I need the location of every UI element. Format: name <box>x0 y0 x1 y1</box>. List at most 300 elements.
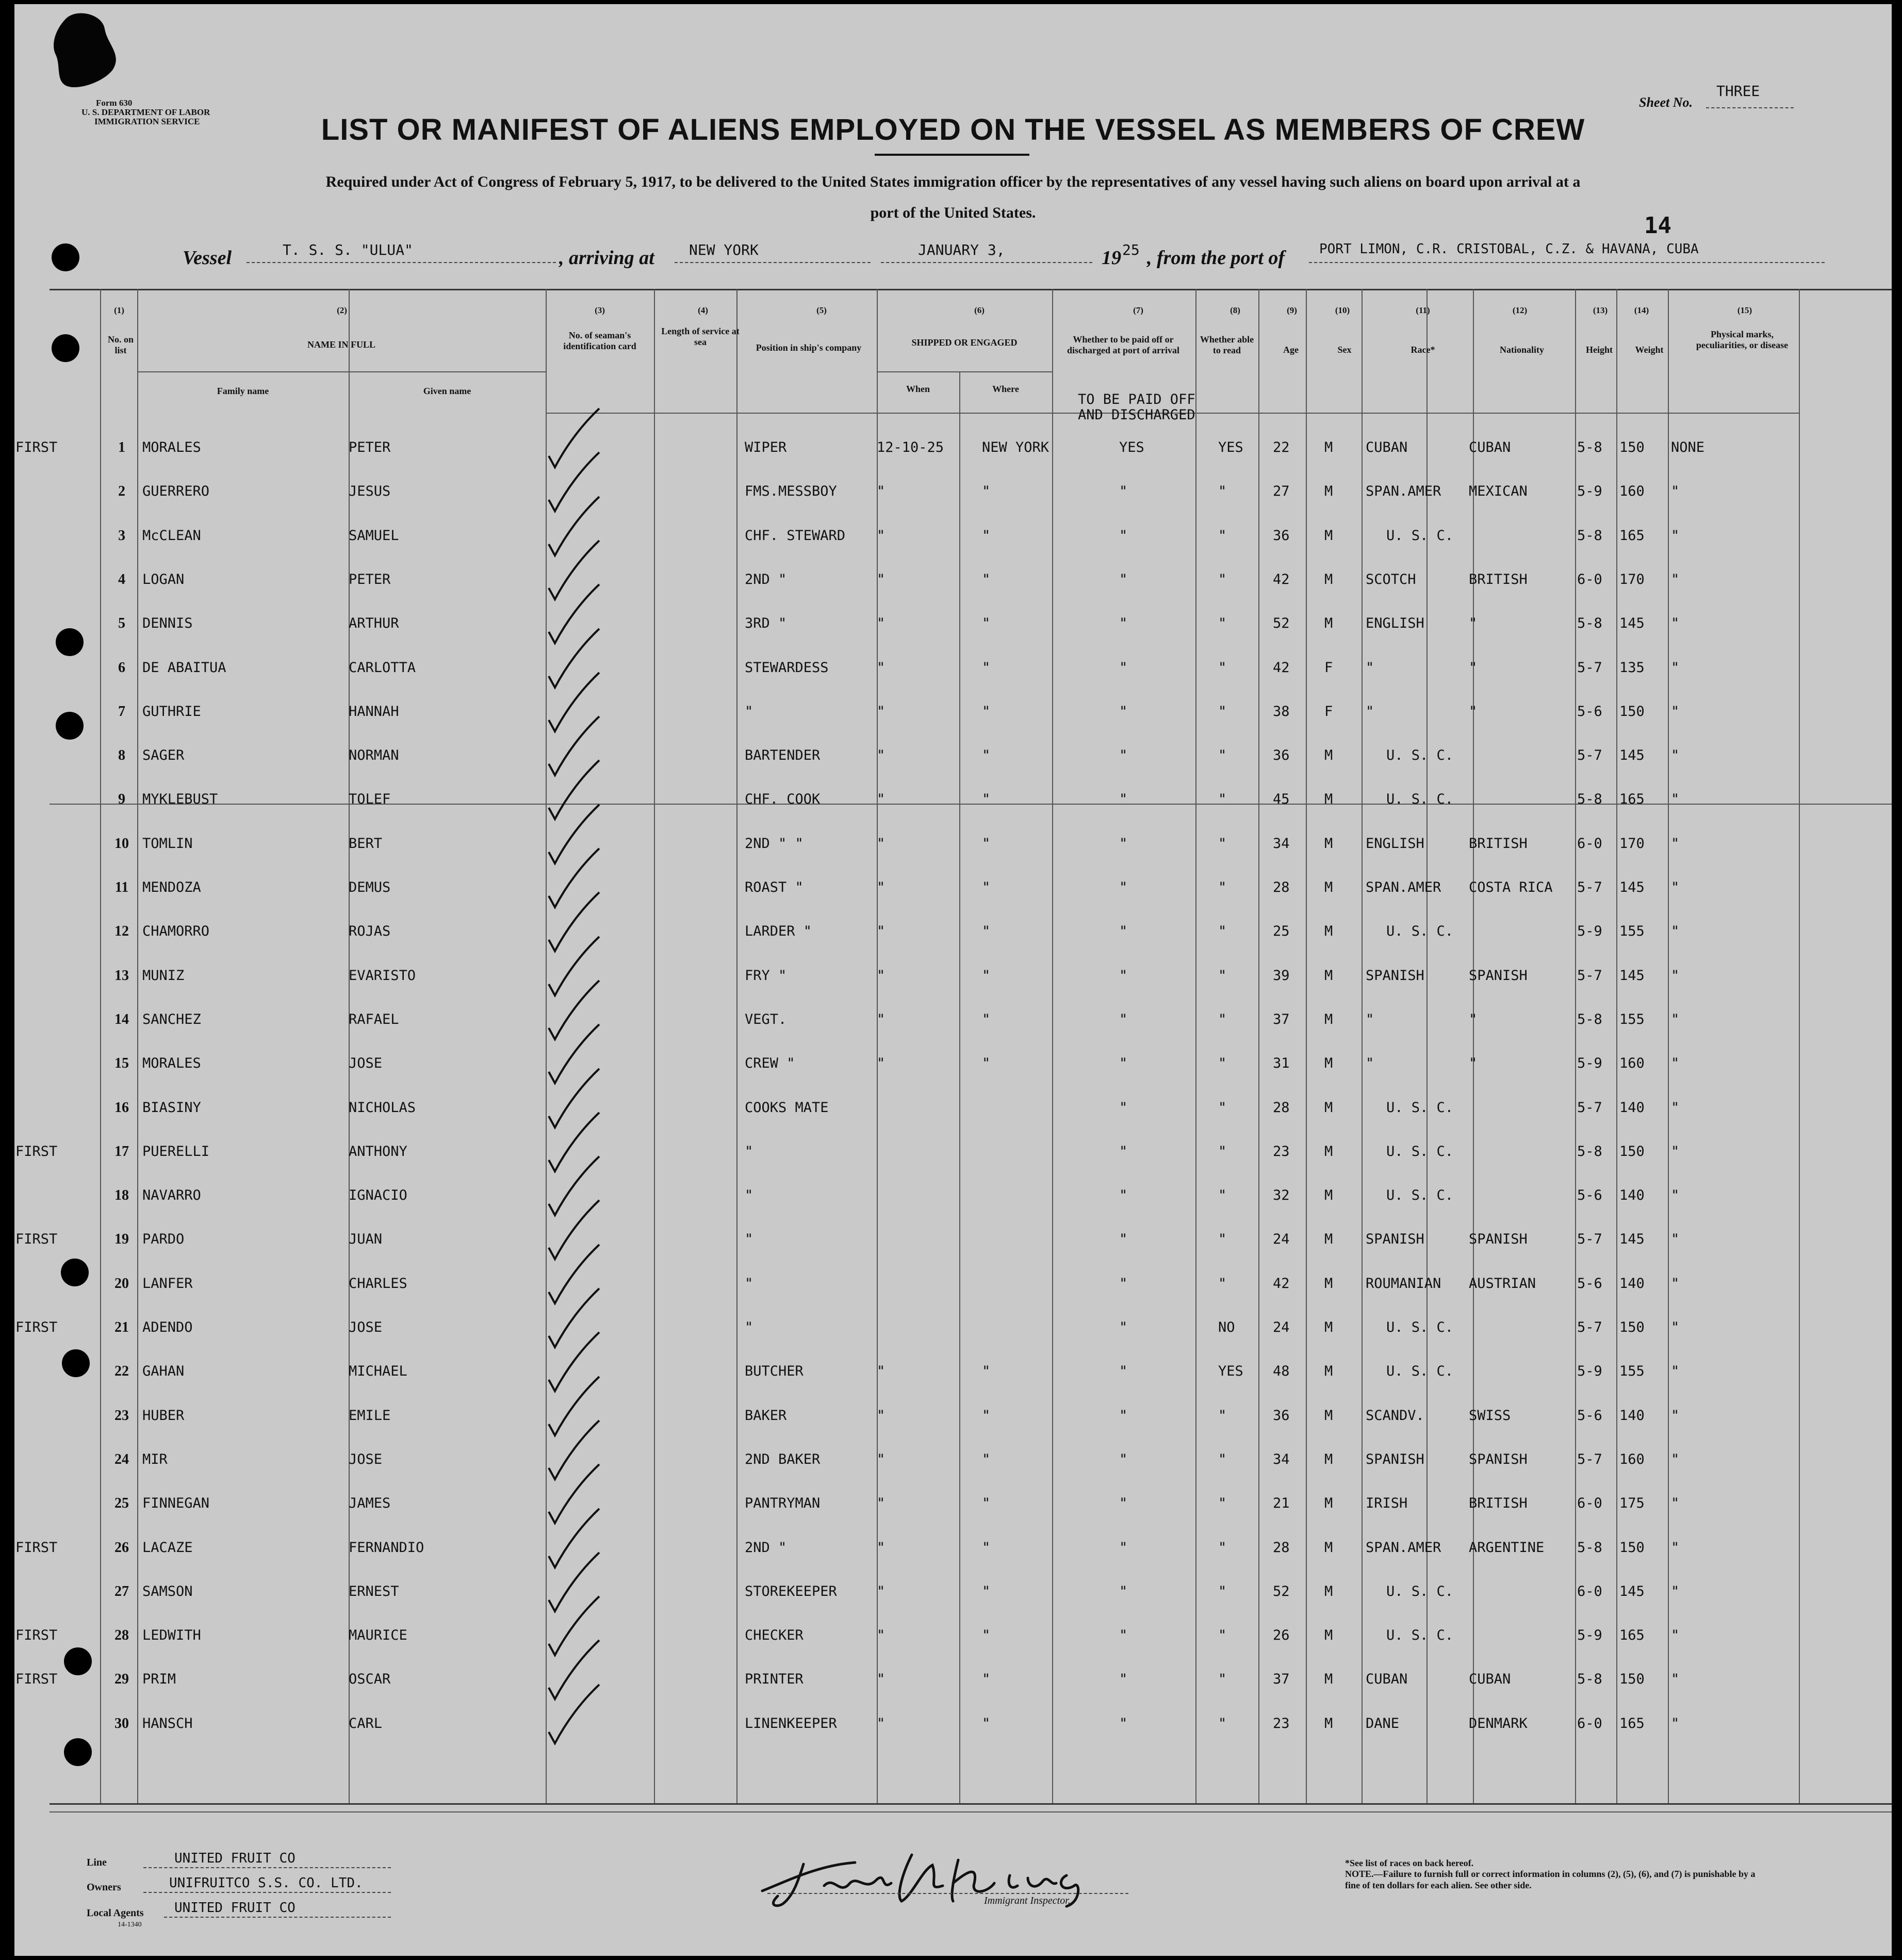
family-name: MORALES <box>142 439 201 455</box>
physical-marks: NONE <box>1671 439 1705 455</box>
able-to-read: " <box>1218 1715 1227 1732</box>
race: DANE <box>1366 1715 1400 1732</box>
family-name: SAMSON <box>142 1583 193 1599</box>
table-row <box>14 966 1892 1009</box>
family-name: LOGAN <box>142 571 185 587</box>
height: 6-0 <box>1577 571 1602 587</box>
col-num-4: (4) <box>698 305 708 315</box>
race: U. S. C. <box>1386 923 1454 940</box>
able-to-read: " <box>1218 1627 1227 1644</box>
given-name: OSCAR <box>349 1671 391 1688</box>
physical-marks: " <box>1671 1275 1680 1292</box>
race: U. S. C. <box>1386 1363 1454 1380</box>
nationality: BRITISH <box>1469 571 1528 587</box>
nationality: CUBAN <box>1469 1671 1511 1688</box>
shipped-when: " <box>877 1671 886 1688</box>
physical-marks: " <box>1671 527 1680 544</box>
age: 38 <box>1273 703 1290 720</box>
position: " <box>745 1319 753 1335</box>
position: BARTENDER <box>745 747 821 764</box>
header-physical-marks: Physical marks, peculiarities, or disease <box>1696 329 1789 350</box>
given-name: PETER <box>349 439 391 455</box>
position: " <box>745 1187 753 1204</box>
position: PANTRYMAN <box>745 1495 821 1512</box>
table-row <box>14 1669 1892 1713</box>
table-row <box>14 1406 1892 1449</box>
shipped-where: " <box>982 1011 991 1027</box>
table-row <box>14 921 1892 965</box>
table-row <box>14 481 1892 525</box>
sex: M <box>1324 1143 1333 1159</box>
sex: M <box>1324 1627 1333 1644</box>
given-name: ROJAS <box>349 923 391 940</box>
row-number: 12 <box>114 923 129 940</box>
shipped-when: " <box>877 615 886 632</box>
physical-marks: " <box>1671 879 1680 895</box>
position: COOKS MATE <box>745 1099 829 1116</box>
able-to-read: " <box>1218 1055 1227 1072</box>
age: 34 <box>1273 1451 1290 1467</box>
table-row <box>14 1185 1892 1229</box>
height: 5-9 <box>1577 1363 1602 1380</box>
sex: M <box>1324 879 1333 895</box>
row-number: 26 <box>114 1539 129 1556</box>
height: 5-7 <box>1577 747 1602 764</box>
paid-off: " <box>1119 1671 1128 1688</box>
family-name: GAHAN <box>142 1363 185 1380</box>
able-to-read: " <box>1218 571 1227 587</box>
weight: 145 <box>1619 1583 1645 1599</box>
position: WIPER <box>745 439 787 455</box>
nationality: BRITISH <box>1469 1495 1528 1512</box>
family-name: HUBER <box>142 1407 185 1424</box>
paid-off: " <box>1119 835 1128 852</box>
weight: 140 <box>1619 1275 1645 1292</box>
height: 5-8 <box>1577 615 1602 632</box>
shipped-where: " <box>982 1715 991 1732</box>
shipped-where: " <box>982 791 991 808</box>
height: 5-8 <box>1577 791 1602 808</box>
race: " <box>1366 1011 1374 1027</box>
table-row <box>14 701 1892 745</box>
row-number: 27 <box>114 1583 129 1599</box>
row-number: 21 <box>114 1319 129 1335</box>
family-name: HANSCH <box>142 1715 193 1732</box>
age: 42 <box>1273 659 1290 676</box>
physical-marks: " <box>1671 967 1680 984</box>
physical-marks: " <box>1671 1627 1680 1644</box>
nationality: COSTA RICA <box>1469 879 1553 895</box>
paid-off: " <box>1119 659 1128 676</box>
able-to-read: " <box>1218 1407 1227 1424</box>
shipped-where: " <box>982 835 991 852</box>
row-number: 29 <box>114 1671 129 1688</box>
age: 36 <box>1273 527 1290 544</box>
able-to-read: " <box>1218 703 1227 720</box>
nationality: MEXICAN <box>1469 483 1528 500</box>
able-to-read: " <box>1218 791 1227 808</box>
header-shipped-engaged: SHIPPED OR ENGAGED <box>911 337 1018 348</box>
shipped-when: " <box>877 703 886 720</box>
position: 2ND " " <box>745 835 804 852</box>
race: CUBAN <box>1366 1671 1408 1688</box>
row-number: 14 <box>114 1011 129 1027</box>
agents-label: Local Agents <box>87 1907 144 1919</box>
header-given-name: Given name <box>423 386 471 396</box>
physical-marks: " <box>1671 1715 1680 1732</box>
physical-marks: " <box>1671 1011 1680 1027</box>
given-name: JOSE <box>349 1319 383 1335</box>
weight: 150 <box>1619 1319 1645 1335</box>
line-value: UNITED FRUIT CO <box>174 1851 296 1866</box>
row-number: 16 <box>114 1099 129 1116</box>
given-name: JOSE <box>349 1055 383 1072</box>
able-to-read: " <box>1218 1275 1227 1292</box>
paid-off: " <box>1119 703 1128 720</box>
shipped-when: " <box>877 1715 886 1732</box>
height: 5-7 <box>1577 1099 1602 1116</box>
table-row <box>14 745 1892 789</box>
paid-off: " <box>1119 1495 1128 1512</box>
able-to-read: " <box>1218 1231 1227 1248</box>
able-to-read: " <box>1218 1099 1227 1116</box>
weight: 170 <box>1619 571 1645 587</box>
race: U. S. C. <box>1386 1099 1454 1116</box>
from-port-label: , from the port of <box>1147 247 1285 269</box>
height: 5-8 <box>1577 1143 1602 1159</box>
sex: M <box>1324 1231 1333 1248</box>
age: 22 <box>1273 439 1290 455</box>
shipped-where: NEW YORK <box>982 439 1050 455</box>
row-number: 11 <box>114 879 129 895</box>
position: " <box>745 1275 753 1292</box>
shipped-where: " <box>982 1363 991 1380</box>
able-to-read: " <box>1218 1011 1227 1027</box>
age: 37 <box>1273 1011 1290 1027</box>
race: SPANISH <box>1366 967 1424 984</box>
punch-hole <box>52 334 79 362</box>
ink-blot <box>45 8 138 96</box>
height: 5-6 <box>1577 1187 1602 1204</box>
table-row <box>14 1098 1892 1141</box>
department-name: U. S. DEPARTMENT OF LABOR <box>81 107 210 117</box>
shipped-when: " <box>877 571 886 587</box>
paid-off: " <box>1119 1407 1128 1424</box>
given-name: EMILE <box>349 1407 391 1424</box>
given-name: IGNACIO <box>349 1187 407 1204</box>
shipped-where: " <box>982 1627 991 1644</box>
shipped-when: " <box>877 1363 886 1380</box>
position: 2ND BAKER <box>745 1451 821 1467</box>
race: " <box>1366 703 1374 720</box>
sex: M <box>1324 835 1333 852</box>
family-name: MYKLEBUST <box>142 791 218 808</box>
paid-off: " <box>1119 1275 1128 1292</box>
nationality: AUSTRIAN <box>1469 1275 1536 1292</box>
shipped-when: " <box>877 1583 886 1599</box>
race: CUBAN <box>1366 439 1408 455</box>
shipped-where: " <box>982 483 991 500</box>
paid-off: " <box>1119 923 1128 940</box>
race: U. S. C. <box>1386 747 1454 764</box>
sex: M <box>1324 1671 1333 1688</box>
given-name: SAMUEL <box>349 527 399 544</box>
col-num-3: (3) <box>595 305 605 315</box>
age: 36 <box>1273 747 1290 764</box>
sex: M <box>1324 439 1333 455</box>
shipped-where: " <box>982 659 991 676</box>
row-number: 17 <box>114 1143 129 1159</box>
shipped-when: " <box>877 923 886 940</box>
age: 28 <box>1273 879 1290 895</box>
physical-marks: " <box>1671 1055 1680 1072</box>
given-name: MAURICE <box>349 1627 407 1644</box>
height: 5-8 <box>1577 527 1602 544</box>
weight: 145 <box>1619 879 1645 895</box>
age: 42 <box>1273 571 1290 587</box>
header-position: Position in ship's company <box>756 342 862 353</box>
given-name: ANTHONY <box>349 1143 407 1159</box>
paid-off: " <box>1119 1187 1128 1204</box>
family-name: LEDWITH <box>142 1627 201 1644</box>
paid-off: " <box>1119 967 1128 984</box>
weight: 140 <box>1619 1099 1645 1116</box>
race: ROUMANIAN <box>1366 1275 1441 1292</box>
shipped-when: " <box>877 1495 886 1512</box>
row-number: 15 <box>114 1055 129 1072</box>
position: VEGT. <box>745 1011 787 1027</box>
family-name: MORALES <box>142 1055 201 1072</box>
position: " <box>745 703 753 720</box>
race: U. S. C. <box>1386 791 1454 808</box>
nationality: SPANISH <box>1469 967 1528 984</box>
header-when: When <box>906 384 930 394</box>
arrival-date: JANUARY 3, <box>918 241 1005 258</box>
nationality: SPANISH <box>1469 1231 1528 1248</box>
height: 5-8 <box>1577 1539 1602 1556</box>
given-name: EVARISTO <box>349 967 416 984</box>
page-title: LIST OR MANIFEST OF ALIENS EMPLOYED ON THE VESSEL AS MEMBERS OF CREW <box>321 113 1585 146</box>
physical-marks: " <box>1671 747 1680 764</box>
weight: 155 <box>1619 1011 1645 1027</box>
position: CHECKER <box>745 1627 804 1644</box>
sex: M <box>1324 923 1333 940</box>
family-name: SANCHEZ <box>142 1011 201 1027</box>
weight: 160 <box>1619 483 1645 500</box>
age: 45 <box>1273 791 1290 808</box>
row-number: 6 <box>118 659 125 676</box>
height: 5-6 <box>1577 703 1602 720</box>
weight: 140 <box>1619 1407 1645 1424</box>
paid-off: " <box>1119 527 1128 544</box>
sex: M <box>1324 615 1333 632</box>
age: 25 <box>1273 923 1290 940</box>
col-num-2: (2) <box>337 305 347 315</box>
nationality: " <box>1469 615 1478 632</box>
row-mark: FIRST <box>15 1231 58 1248</box>
position: CREW " <box>745 1055 795 1072</box>
family-name: LACAZE <box>142 1539 193 1556</box>
physical-marks: " <box>1671 1407 1680 1424</box>
age: 36 <box>1273 1407 1290 1424</box>
col-num-14: (14) <box>1634 305 1649 315</box>
physical-marks: " <box>1671 1099 1680 1116</box>
age: 52 <box>1273 1583 1290 1599</box>
table-row <box>14 834 1892 877</box>
able-to-read: " <box>1218 923 1227 940</box>
race: " <box>1366 1055 1374 1072</box>
row-number: 30 <box>114 1715 129 1732</box>
table-row <box>14 1361 1892 1405</box>
header-race: Race* <box>1411 345 1435 355</box>
weight: 160 <box>1619 1055 1645 1072</box>
row-number: 9 <box>118 791 125 808</box>
table-row <box>14 1009 1892 1053</box>
title-underline <box>875 154 1029 156</box>
table-row <box>14 1317 1892 1361</box>
row-number: 5 <box>118 615 125 632</box>
shipped-when: " <box>877 1539 886 1556</box>
col-num-7: (7) <box>1133 305 1143 315</box>
table-row <box>14 1141 1892 1185</box>
family-name: CHAMORRO <box>142 923 210 940</box>
weight: 175 <box>1619 1495 1645 1512</box>
physical-marks: " <box>1671 1187 1680 1204</box>
race: ENGLISH <box>1366 835 1424 852</box>
table-row <box>14 437 1892 481</box>
family-name: FINNEGAN <box>142 1495 210 1512</box>
table-row <box>14 1625 1892 1669</box>
given-name: TOLEF <box>349 791 391 808</box>
height: 5-7 <box>1577 1451 1602 1467</box>
race: IRISH <box>1366 1495 1408 1512</box>
family-name: DENNIS <box>142 615 193 632</box>
col-num-8: (8) <box>1230 305 1240 315</box>
able-to-read: " <box>1218 747 1227 764</box>
height: 5-7 <box>1577 659 1602 676</box>
physical-marks: " <box>1671 1231 1680 1248</box>
sex: M <box>1324 747 1333 764</box>
position: 2ND " <box>745 1539 787 1556</box>
header-weight: Weight <box>1635 345 1664 355</box>
paid-off: YES <box>1119 439 1144 455</box>
sex: M <box>1324 1495 1333 1512</box>
family-name: BIASINY <box>142 1099 201 1116</box>
age: 23 <box>1273 1143 1290 1159</box>
family-name: PARDO <box>142 1231 185 1248</box>
family-name: NAVARRO <box>142 1187 201 1204</box>
race: SCANDV. <box>1366 1407 1424 1424</box>
sex: M <box>1324 967 1333 984</box>
position: BUTCHER <box>745 1363 804 1380</box>
paid-off: " <box>1119 1011 1128 1027</box>
physical-marks: " <box>1671 571 1680 587</box>
form-number: Form 630 <box>96 98 133 108</box>
age: 34 <box>1273 835 1290 852</box>
race: U. S. C. <box>1386 1319 1454 1335</box>
punch-hole <box>52 243 79 271</box>
row-number: 4 <box>118 571 125 587</box>
table-row <box>14 877 1892 921</box>
row-mark: FIRST <box>15 1143 58 1159</box>
shipped-when: " <box>877 967 886 984</box>
table-row <box>14 1273 1892 1317</box>
race: SPAN.AMER <box>1366 879 1441 895</box>
family-name: DE ABAITUA <box>142 659 226 676</box>
age: 27 <box>1273 483 1290 500</box>
shipped-when: " <box>877 659 886 676</box>
given-name: HANNAH <box>349 703 399 720</box>
service-name: IMMIGRATION SERVICE <box>94 117 200 126</box>
subtitle-line-1: Required under Act of Congress of February 5, 1917, to be delivered to the United States immigration officer by the representatives of any vessel having such aliens on board upon arrival at a <box>325 173 1581 190</box>
row-number: 2 <box>118 483 125 500</box>
col-num-13: (13) <box>1593 305 1608 315</box>
weight: 170 <box>1619 835 1645 852</box>
header-age: Age <box>1283 345 1299 355</box>
row-number: 28 <box>114 1627 129 1644</box>
able-to-read: " <box>1218 483 1227 500</box>
header-where: Where <box>992 384 1019 394</box>
paid-off: " <box>1119 1363 1128 1380</box>
weight: 165 <box>1619 527 1645 544</box>
age: 31 <box>1273 1055 1290 1072</box>
weight: 145 <box>1619 747 1645 764</box>
sex: M <box>1324 571 1333 587</box>
position: STOREKEEPER <box>745 1583 837 1599</box>
race: U. S. C. <box>1386 527 1454 544</box>
weight: 150 <box>1619 439 1645 455</box>
row-number: 25 <box>114 1495 129 1512</box>
given-name: JAMES <box>349 1495 391 1512</box>
shipped-where: " <box>982 923 991 940</box>
shipped-when: " <box>877 1407 886 1424</box>
able-to-read: " <box>1218 1539 1227 1556</box>
given-name: JESUS <box>349 483 391 500</box>
row-number: 3 <box>118 527 125 544</box>
nationality: BRITISH <box>1469 835 1528 852</box>
nationality: " <box>1469 659 1478 676</box>
shipped-where: " <box>982 1451 991 1467</box>
row-number: 20 <box>114 1275 129 1292</box>
race: U. S. C. <box>1386 1583 1454 1599</box>
family-name: SAGER <box>142 747 185 764</box>
physical-marks: " <box>1671 615 1680 632</box>
table-row <box>14 569 1892 613</box>
race: ENGLISH <box>1366 615 1424 632</box>
sex: M <box>1324 791 1333 808</box>
sheet-number: THREE <box>1716 83 1760 100</box>
family-name: GUERRERO <box>142 483 210 500</box>
row-mark: FIRST <box>15 1539 58 1556</box>
header-sex: Sex <box>1337 345 1352 355</box>
given-name: JUAN <box>349 1231 383 1248</box>
sex: M <box>1324 1099 1333 1116</box>
page-number: 14 <box>1644 213 1671 239</box>
given-name: DEMUS <box>349 879 391 895</box>
position: " <box>745 1231 753 1248</box>
height: 5-7 <box>1577 879 1602 895</box>
height: 5-9 <box>1577 923 1602 940</box>
sex: M <box>1324 1715 1333 1732</box>
height: 5-7 <box>1577 1319 1602 1335</box>
row-number: 24 <box>114 1451 129 1467</box>
physical-marks: " <box>1671 659 1680 676</box>
position: BAKER <box>745 1407 787 1424</box>
col-num-1: (1) <box>114 305 124 315</box>
position: 3RD " <box>745 615 787 632</box>
physical-marks: " <box>1671 1583 1680 1599</box>
weight: 160 <box>1619 1451 1645 1467</box>
